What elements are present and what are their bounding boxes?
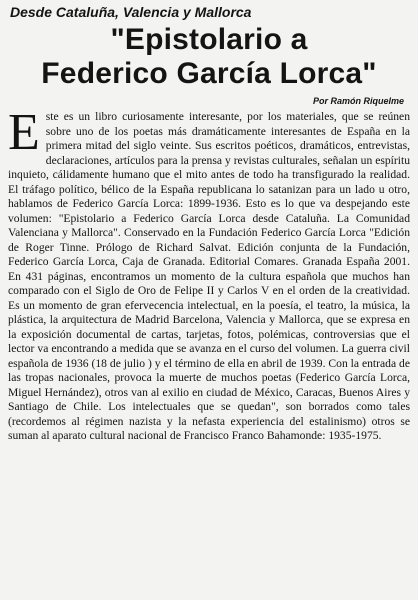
headline-line-1: "Epistolario a [110,23,308,56]
headline-line-2: Federico García Lorca" [41,57,377,90]
kicker: Desde Cataluña, Valencia y Mallorca [10,4,252,20]
article-body [8,104,410,444]
headline [8,23,410,91]
article-text: ste es un libro curiosamente interesante, por los materiales, que se reúnen sobre uno de los poetas más dramáticamente interesantes de España en la primera mitad del siglo veinte. Sus escritos poéticos, dramáticos, entrevistas, declaraciones, artículos para la prensa y revistas culturales, señalan un espíritu inquieto, cálidamente humano que el mito antes de todo ha transfigurado la realidad. El tráfago político, bélico de la España republicana lo satanizan para un lado u otro, hablamos de Federico García Lorca: 1899-1936. Esto es lo que va despejando este volumen: "Epistolario a Federico García Lorca desde Cataluña. La Comunidad Valenciana y Mallorca". Conservado en la Fundación Federico García Lorca "Edición de Roger Tinne. Prólogo de Richard Salvat. Edición conjunta de la Fundación, Federico García Lorca, Caja de Granada. Editorial Comares. Granada España 2001. En 431 páginas, encontramos un momento de la cultura española que muchos han comparado con el Siglo de Oro de Felipe II y Carlos V en el orden de la creatividad. Es un momento de gran efervecencia intelectual, en la poesía, el teatro, la música, la plástica, la arquitectura de Madrid Barcelona, Valencia y Mallorca, que se expresa en la exposición documental de cartas, tarjetas, fotos, polémicas, controversias que el lector va encontrando a medida que se avanza en el curso del volumen. La guerra civil española de 1936 (18 de julio ) y el término de ella en abril de 1939. Con la entrada de las tropas nacionales, provoca la muerte de muchos poetas (Federico García Lorca, Miguel Hernández), otros van al exilio en ciudad de México, Caracas, Buenos Aires y Santiago de Chile. Los intelectuales que se quedan", son borrados como tales (recordemos al régimen nazista y la nefasta experiencia del estalinismo) otros se suman al aparato cultural nacional de Francisco Franco Bahamonde: 1935-1975. [8,110,410,442]
drop-cap: E [8,104,40,161]
byline: Por Ramón Riquelme [312,96,404,106]
